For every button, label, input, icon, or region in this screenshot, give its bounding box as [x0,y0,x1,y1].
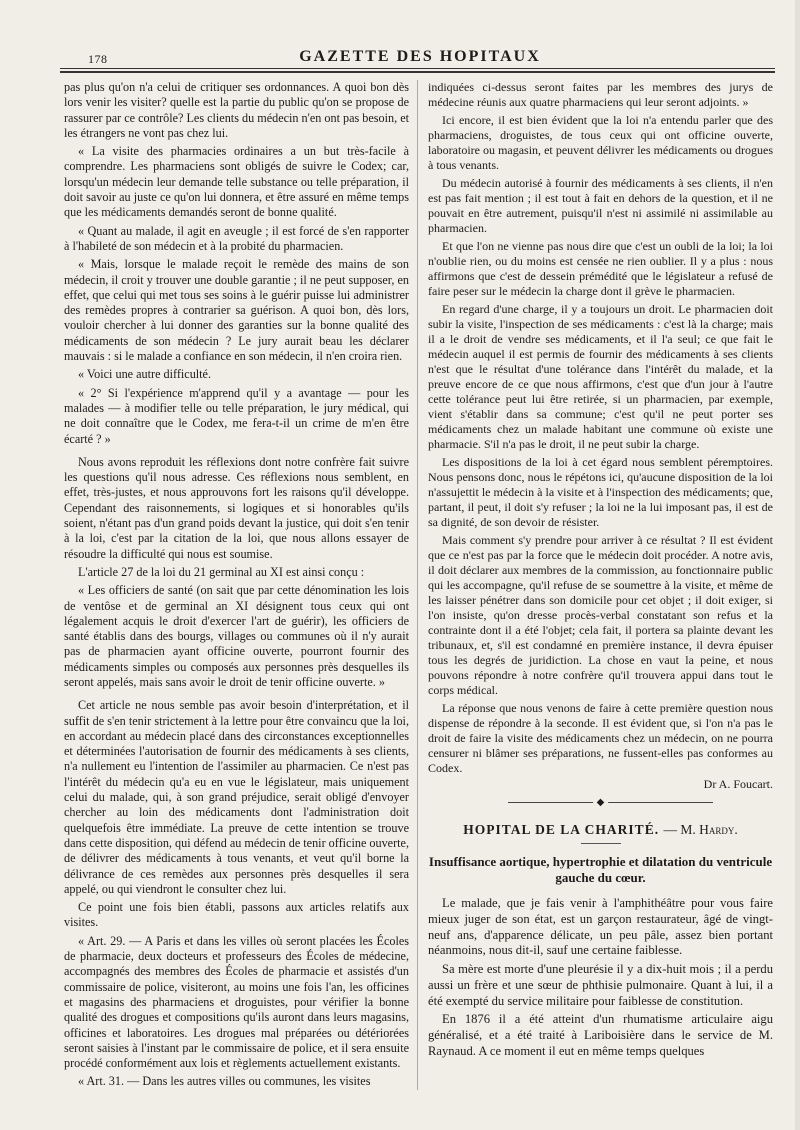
paragraph: La réponse que nous venons de faire à cette première question nous dispense de répondre à la seconde. Il est évident que, si l'on n'a pas le droit de faire la visite des médicaments chez un médecin, on ne pourra censurer ni blâmer ses préparations, ne fussent-elles pas conformes au Codex. [428,701,773,775]
paragraph: « La visite des pharmacies ordinaires a un but très-facile à comprendre. Les pharmaciens sont obligés de suivre le Codex; car, lorsqu'un médecin leur demande telle substance ou telle préparation, il doit savoir au juste ce qu'on lui donnera, et être assuré en même temps que les médicaments demandés seront de bonne qualité. [64,144,409,220]
paragraph: Sa mère est morte d'une pleurésie il y a dix-huit mois ; il a perdu aussi un frère et une sœur de phthisie pulmonaire. Quant à lui, il a été exempté du service militaire pour faiblesse de constitution. [428,962,773,1008]
hospital-heading [428,822,773,837]
paragraph: « 2° Si l'expérience m'apprend qu'il y a avantage — pour les malades — à modifier telle ou telle préparation, le jury médical, qui ne doit connaître que le Codex, me fera-t-il un crime de m'en être écarté ? » [64,385,409,446]
page-edge [795,0,800,1130]
case-text [428,896,773,1060]
journal-title: GAZETTE DES HOPITAUX [299,48,541,65]
case-title: Insuffisance aortique, hypertrophie et dilatation du ventricule gauche du cœur. [428,854,773,885]
paragraph: « Mais, lorsque le malade reçoit le remède des mains de son médecin, il croit y trouver une double garantie ; il ne peut supposer, en effet, que celui qui met tous ses soins à le guérir puisse lui administrer des remèdes propres à contrarier sa guérison. A quoi bon, dès lors, vouloir chercher à lui donner des garanties sur la bonne qualité des médicaments de son médecin ? Le jury aurait beau les déclarer mauvais : si le malade a confiance en son médecin, il n'en croira rien. [64,257,409,364]
column-divider [417,80,418,1090]
paragraph: En 1876 il a été atteint d'un rhumatisme articulaire aigu généralisé, et a été traité à Lariboisière dans le service de M. Raynaud. A ce moment il eut en même temps quelques [428,1012,773,1058]
paragraph: « Les officiers de santé (on sait que par cette dénomination les lois de ventôse et de germinal an XI désignent tous ceux qui ont légalement acquis le droit d'exercer l'art de guérir), les officiers de santé établis dans des bourgs, villages ou communes où il n'y aurait pas de pharmacien ayant officine ouverte, pourront fournir des médicaments simples ou composés aux personnes près desquelles ils seront appelés, mais sans avoir le droit de tenir officine ouverte. » [64,583,409,689]
paragraph: « Art. 29. — A Paris et dans les villes où seront placées les Écoles de pharmacie, deux docteurs et professeurs des Écoles de médecine, accompagnés des membres des Écoles de pharmacie et assistés d'un commissaire de police, visiteront, au moins une fois l'an, les officines et magasins des pharmaciens et droguistes, pour vérifier la bonne qualité des drogues et compositions qu'ils auront dans leurs magasins, officines et laboratoires. Les drogues mal préparées ou détériorées seront saisies à l'instant par le commissaire de police, et il sera ensuite procédé conformément aux lois et règlements actuellement existants. [64,933,409,1071]
hospital-name: HOPITAL DE LA CHARITÉ. [463,822,660,837]
paragraph: « Voici une autre difficulté. [78,367,212,382]
paragraph: pas plus qu'on n'a celui de critiquer ses ordonnances. A quoi bon dès lors venir les visiter? quelle est la partie du public qu'on se propose de rassurer par ce contrôle? Les clients du médecin n'en ont pas besoin, et les étrangers ne vont pas chez lui. [64,80,410,140]
paragraph: Nous avons reproduit les réflexions dont notre confrère fait suivre les questions qu'il nous adresse. Ces réflexions nous semblent, en effet, très-justes, et nous approuvons fort les raisons qu'il développe. Cependant des raisonnements, si logiques et si honorables qu'ils soient, n'étant pas d'un grand poids devant la justice, qui doit s'en tenir à la loi, c'est par la citation de la loi, que nous allons essayer de résoudre la difficulté qui nous est soumise. [64,454,409,561]
left-column [64,80,409,1093]
paragraph: L'article 27 de la loi du 21 germinal au XI est ainsi conçu : [78,564,365,579]
paragraph: Mais comment s'y prendre pour arriver à ce résultat ? Il est évident que ce n'est pas par la force que le médecin doit procéder. A notre avis, il doit déclarer aux membres de la commission, au fonctionnaire public qui les accompagne, qu'il refuse de se soumettre à la visite, et même de les laisser pénétrer dans son domicile pour cet objet ; il doit exiger, si l'on insiste, qu'on dresse procès-verbal constatant son refus et la contrainte dont il a été l'objet; cela fait, il portera sa plainte devant les tribunaux, et, s'il est condamné en première instance, il devra épuiser tous les degrés de juridiction. La chose en vaut la peine, et nous pouvons répondre à notre confrère qu'il trouvera appui dans tout le corps médical. [428,533,773,697]
header-rule [60,68,775,69]
paragraph: Ce point une fois bien établi, passons aux articles relatifs aux visites. [64,900,409,930]
paragraph: Du médecin autorisé à fournir des médicaments à ses clients, il n'en est pas fait mention ; il est tout à fait en dehors de la question, et il ne pouvait en être autrement, puisqu'il n'est ni assimilé ni assimilable au pharmacien. [428,176,773,235]
page-header [60,44,780,64]
separator-line [508,802,713,803]
ornament-icon: ◆ [593,795,609,810]
paragraph: Les dispositions de la loi à cet égard nous semblent péremptoires. Nous pensons donc, nous le répétons ici, qu'aucune disposition de la loi n'assujettit le médecin à la visite et à l'inspection des médicaments; que, partant, il peut, il doit s'y refuser ; la loi ne la lui imposant pas, il est de sa dignité, de son devoir de résister. [428,455,773,529]
paragraph: Ici encore, il est bien évident que la loi n'a entendu parler que des pharmaciens, droguistes, de tous ceux qui ont officine ouverte, laboratoire ou magasin, et peuvent délivrer les médicaments ou drogues à tous venants. [428,113,773,172]
paragraph: Et que l'on ne vienne pas nous dire que c'est un oubli de la loi; la loi n'oublie rien, ou du moins est censée ne rien oublier. Il y a plus : nous affirmons que c'est de dessein prémédité que le législateur a refusé de faire peser sur le médecin la charge dont il grève le pharmacien. [428,239,773,298]
section-separator [428,792,773,814]
paragraph: Cet article ne nous semble pas avoir besoin d'interprétation, et il suffit de s'en tenir strictement à la lettre pour être convaincu que la loi, en accordant au médecin placé dans des circonstances exceptionnelles et déterminées l'autorisation de fournir des médicaments à ses clients, n'a nullement eu l'intention de l'assimiler au pharmacien. Ce n'est pas l'intérêt du médecin qu'a eu en vue le législateur, mais uniquement celui du malade, qui, à son grand préjudice, serait obligé d'envoyer chercher au loin des médicaments dont l'administration doit quelquefois être immédiate. La preuve de cette intention se trouve dans cette disposition, qui défend au médecin de tenir officine ouverte, de délivrer des médicaments à tous venants, et veut qu'il borne la délivrance de ces remèdes aux personnes près desquelles il sera appelé, ou qui viendront le consulter chez lui. [64,698,409,896]
author-signature: Dr A. Foucart. [703,777,773,791]
hospital-doctor: — M. Hardy. [663,822,738,837]
right-column [428,80,773,1063]
paragraph: indiquées ci-dessus seront faites par les membres des jurys de médecine réunis aux quatre pharmaciens qui leur seront adjoints. » [428,80,773,109]
page-number: 178 [88,52,108,66]
paragraph: En regard d'une charge, il y a toujours un droit. Le pharmacien doit subir la visite, l'inspection de ses médicaments : c'est là la charge; mais il a le droit de vendre ses médicaments, et il l'a seul; ce que fait le médecin auquel il est permis de fournir des médicaments à ses clients n'est que le résultat d'une tolérance dans l'intérêt du malade, et la preuve encore de ce que nous affirmons, c'est que d'un jour à l'autre cette tolérance peut lui être retirée, si un pharmacien, par exemple, vient s'établir dans sa commune; c'est qu'il ne peut porter ses médicaments chez un malade habitant une commune où existe une pharmacie. S'il n'a pas le droit, il ne peut subir la charge. [428,302,773,451]
paragraph: « Art. 31. — Dans les autres villes ou communes, les visites [78,1074,371,1089]
paragraph: Le malade, que je fais venir à l'amphithéâtre pour vous faire mieux juger de son état, est un garçon restaurateur, âgé de vingt-neuf ans, d'apparence délicate, un peu pâle, assez bien portant néanmoins, nous dit-il, sauf une certaine faiblesse. [428,896,773,958]
paragraph: « Quant au malade, il agit en aveugle ; il est forcé de s'en rapporter à l'habileté de son médecin et à la probité du pharmacien. [64,223,409,253]
short-rule [581,843,621,844]
header-rule-thick [60,71,775,73]
